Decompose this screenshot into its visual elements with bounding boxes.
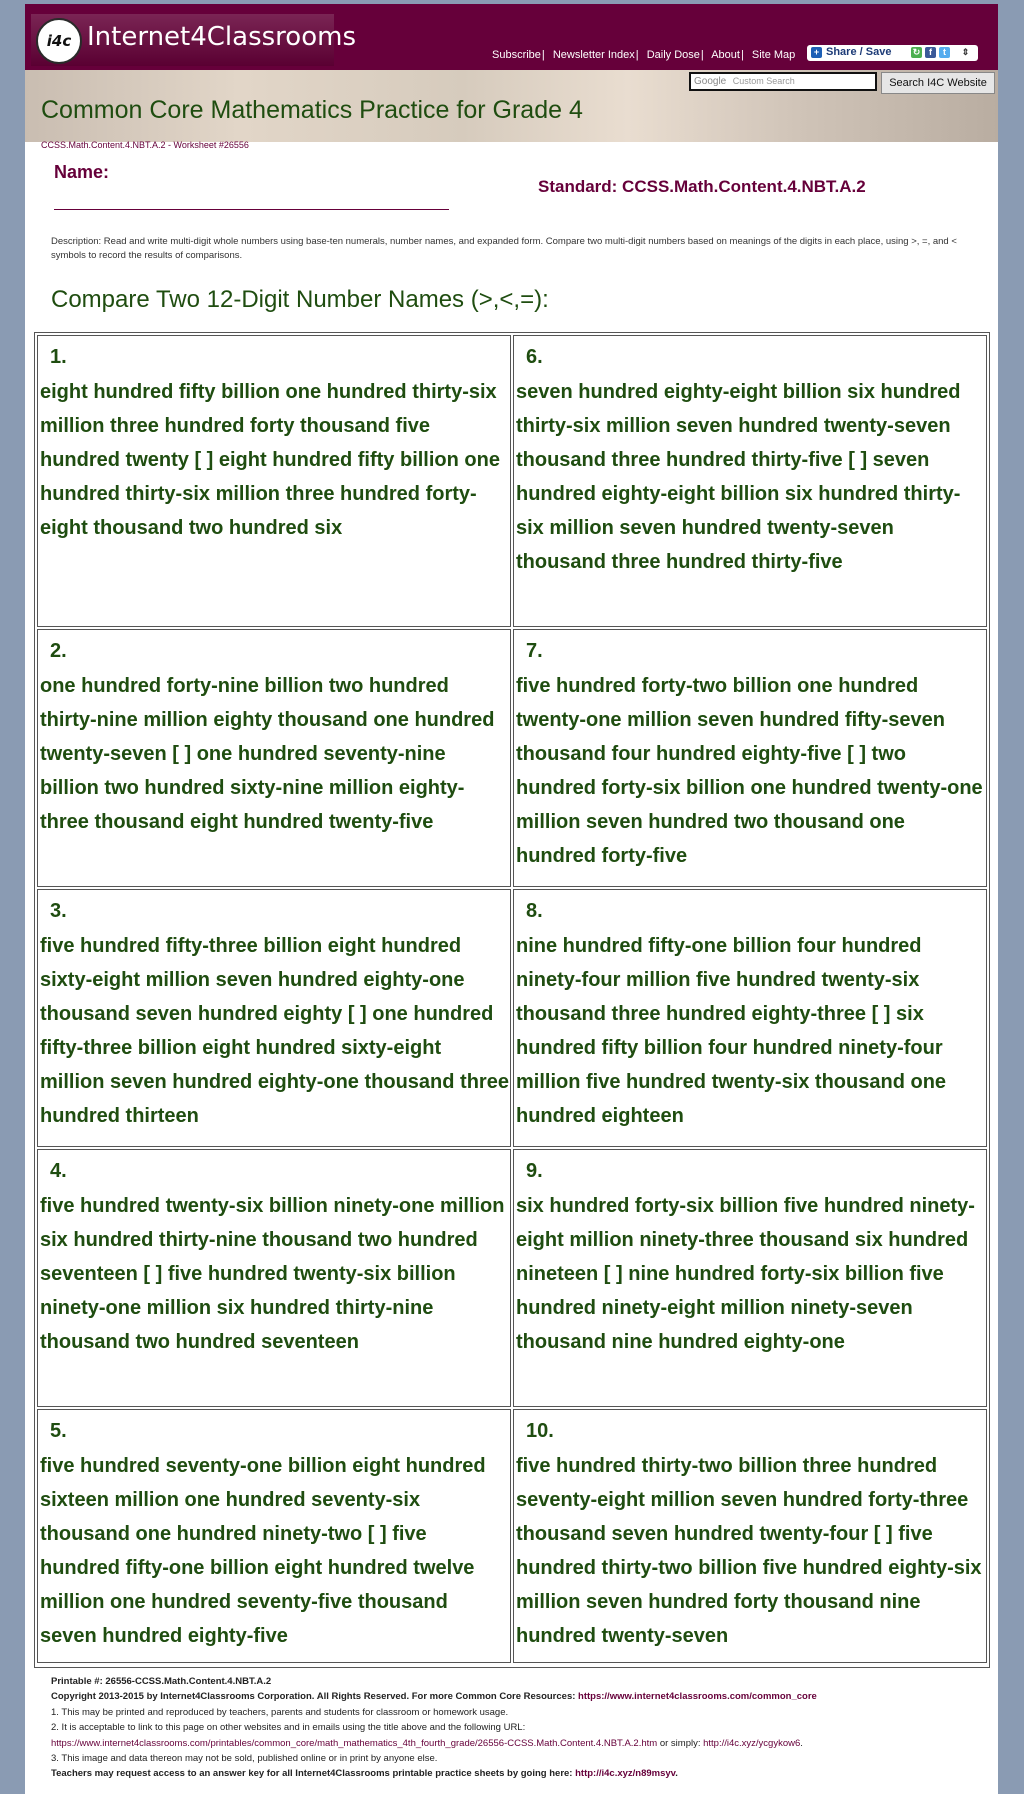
problem-text: five hundred twenty-six billion ninety-one million six hundred thirty-nine thousand two hundred seventeen [ ] five hundred twenty-six billion ninety-one million six hundred thirty-nine thousand two hundred seventeen bbox=[40, 1195, 505, 1353]
problem-number: 8. bbox=[526, 900, 543, 922]
top-nav bbox=[492, 49, 795, 61]
problem-text: nine hundred fifty-one billion four hundred ninety-four million five hundred twenty-six thousand three hundred eighty-three [ ] six hundred fifty billion four hundred ninety-four million five hundred twenty-six thousand one hundred eighteen bbox=[516, 935, 947, 1127]
google-brand: Google bbox=[694, 76, 727, 87]
problem-text: eight hundred fifty billion one hundred thirty-six million three hundred forty thousand five hundred twenty [ ] eight hundred fifty billion one hundred thirty-six million three hundred forty-eight thousand two hundred six bbox=[40, 381, 500, 539]
name-line bbox=[54, 209, 449, 210]
logo-badge: i4c bbox=[36, 18, 82, 64]
nav-about[interactable]: About bbox=[711, 49, 740, 61]
nav-separator: | bbox=[541, 49, 545, 61]
problem-text: five hundred thirty-two billion three hundred seventy-eight million seven hundred forty-three thousand seven hundred twenty-four [ ] five hundred thirty-two billion five hundred eighty-six million seven hundred forty thousand nine hundred twenty-seven bbox=[516, 1455, 982, 1647]
worksheet-heading: Compare Two 12-Digit Number Names (>,<,=): bbox=[51, 286, 549, 313]
problem-number: 9. bbox=[526, 1160, 543, 1182]
problem-text: six hundred forty-six billion five hundred ninety-eight million ninety-three thousand six hundred nineteen [ ] nine hundred forty-six billion five hundred ninety-eight million ninety-seven thousand nine hundred eighty-one bbox=[516, 1195, 975, 1353]
share-save-button[interactable] bbox=[807, 45, 978, 61]
page-title: Common Core Mathematics Practice for Grade 4 bbox=[41, 96, 583, 124]
problem-text: five hundred seventy-one billion eight hundred sixteen million one hundred seventy-six thousand one hundred ninety-two [ ] five hundred fifty-one billion eight hundred twelve million one hundred seventy-five thousand seven hundred eighty-five bbox=[40, 1455, 486, 1647]
answer-key-line: Teachers may request access to an answer key for all Internet4Classrooms printable practice sheets by going here: http://i4c.xyz/n89msyv. bbox=[51, 1768, 678, 1780]
problem-number: 3. bbox=[50, 900, 67, 922]
problem-cell bbox=[513, 1149, 987, 1407]
footer-note-3: 3. This image and data thereon may not be sold, published online or in print by anyone else. bbox=[51, 1753, 438, 1765]
footer bbox=[51, 1674, 991, 1782]
nav-subscribe[interactable]: Subscribe bbox=[492, 49, 541, 61]
problem-number: 5. bbox=[50, 1420, 67, 1442]
problem-number: 7. bbox=[526, 640, 543, 662]
nav-daily-dose[interactable]: Daily Dose bbox=[646, 49, 700, 61]
site-logo[interactable] bbox=[31, 14, 356, 66]
nav-separator: | bbox=[740, 49, 744, 61]
copyright bbox=[51, 1689, 991, 1704]
problem-number: 2. bbox=[50, 640, 67, 662]
page-url-link[interactable]: https://www.internet4classrooms.com/printables/common_core/math_mathematics_4th_fourth_grade/26556-CCSS.Math.Content.4.NBT.A.2.htm bbox=[51, 1737, 658, 1749]
twitter-icon: t bbox=[939, 47, 950, 58]
facebook-icon: f bbox=[925, 47, 936, 58]
standard-label: Standard: CCSS.Math.Content.4.NBT.A.2 bbox=[538, 177, 866, 196]
name-label: Name: bbox=[54, 162, 110, 182]
answer-key-link[interactable]: http://i4c.xyz/n89msyv bbox=[575, 1768, 676, 1780]
search-input[interactable] bbox=[689, 72, 877, 91]
problem-cell bbox=[37, 889, 511, 1147]
problem-cell bbox=[37, 1149, 511, 1407]
logo-text: Internet4Classrooms bbox=[87, 22, 356, 52]
search-button[interactable]: Search I4C Website bbox=[881, 72, 995, 94]
problem-number: 1. bbox=[50, 346, 67, 368]
nav-separator: | bbox=[635, 49, 639, 61]
problem-text: five hundred forty-two billion one hundred twenty-one million seven hundred fifty-seven thousand four hundred eighty-five [ ] two hundred forty-six billion one hundred twenty-one million seven hundred two thousand one hundred forty-five bbox=[516, 675, 983, 867]
problem-cell bbox=[37, 335, 511, 627]
footer-url-line: https://www.internet4classrooms.com/printables/common_core/math_mathematics_4th_fourth_grade/26556-CCSS.Math.Content.4.NBT.A.2.htm or simply: http://i4c.xyz/ycgykow6. bbox=[51, 1737, 803, 1749]
footer-note-1: 1. This may be printed and reproduced by teachers, parents and students for classroom or homework usage. bbox=[51, 1706, 509, 1718]
top-banner bbox=[25, 4, 998, 70]
problem-text: five hundred fifty-three billion eight hundred sixty-eight million seven hundred eighty-one thousand seven hundred eighty [ ] one hundred fifty-three billion eight hundred sixty-eight million seven hundred eighty-one thousand three hundred thirteen bbox=[40, 935, 509, 1127]
nav-site-map[interactable]: Site Map bbox=[751, 49, 796, 61]
print-icon: ↻ bbox=[912, 47, 921, 57]
search-placeholder: Custom Search bbox=[732, 76, 795, 86]
nav-newsletter-index[interactable]: Newsletter Index bbox=[552, 49, 635, 61]
problem-cell bbox=[513, 335, 987, 627]
problem-cell bbox=[37, 1409, 511, 1663]
copyright-text: Copyright 2013-2015 by Internet4Classrooms Corporation. All Rights Reserved. For more Common Core Resources: bbox=[51, 1691, 576, 1703]
worksheet-subtitle: CCSS.Math.Content.4.NBT.A.2 - Worksheet #26556 bbox=[41, 140, 249, 150]
printable-id: Printable #: 26556-CCSS.Math.Content.4.NBT.A.2 bbox=[51, 1676, 272, 1687]
problem-cell bbox=[37, 629, 511, 887]
problem-text: seven hundred eighty-eight billion six hundred thirty-six million seven hundred twenty-seven thousand three hundred thirty-five [ ] seven hundred eighty-eight billion six hundred thirty-six million seven hundred twenty-seven thousand three hundred thirty-five bbox=[516, 381, 961, 573]
answer-key-text: Teachers may request access to an answer key for all Internet4Classrooms printable practice sheets by going here: bbox=[51, 1768, 573, 1780]
problem-text: one hundred forty-nine billion two hundred thirty-nine million eighty thousand one hundred twenty-seven [ ] one hundred seventy-nine billion two hundred sixty-nine million eighty-three thousand eight hundred twenty-five bbox=[40, 675, 495, 833]
page bbox=[25, 4, 998, 1794]
problem-cell bbox=[513, 1409, 987, 1663]
problem-number: 6. bbox=[526, 346, 543, 368]
dropdown-icon: ⇕ bbox=[961, 47, 970, 57]
share-label: Share / Save bbox=[826, 46, 892, 58]
url-or-text: or simply: bbox=[659, 1737, 701, 1749]
description: Description: Read and write multi-digit whole numbers using base-ten numerals, number names, and expanded form. Compare two multi-digit numbers based on meanings of the digits in each place, using >, =, and < symbols to record the results of comparisons. bbox=[51, 236, 957, 261]
problem-cell bbox=[513, 889, 987, 1147]
problem-number: 4. bbox=[50, 1160, 67, 1182]
problem-cell bbox=[513, 629, 987, 887]
short-url-link[interactable]: http://i4c.xyz/ycgykow6 bbox=[703, 1737, 801, 1749]
problem-number: 10. bbox=[526, 1420, 554, 1442]
problem-grid bbox=[34, 332, 990, 1668]
share-plus-icon: + bbox=[811, 47, 822, 58]
footer-note-2: 2. It is acceptable to link to this page on other websites and in emails using the title above and the following URL: bbox=[51, 1722, 526, 1734]
nav-separator: | bbox=[700, 49, 704, 61]
common-core-link[interactable]: https://www.internet4classrooms.com/common_core bbox=[578, 1691, 817, 1703]
